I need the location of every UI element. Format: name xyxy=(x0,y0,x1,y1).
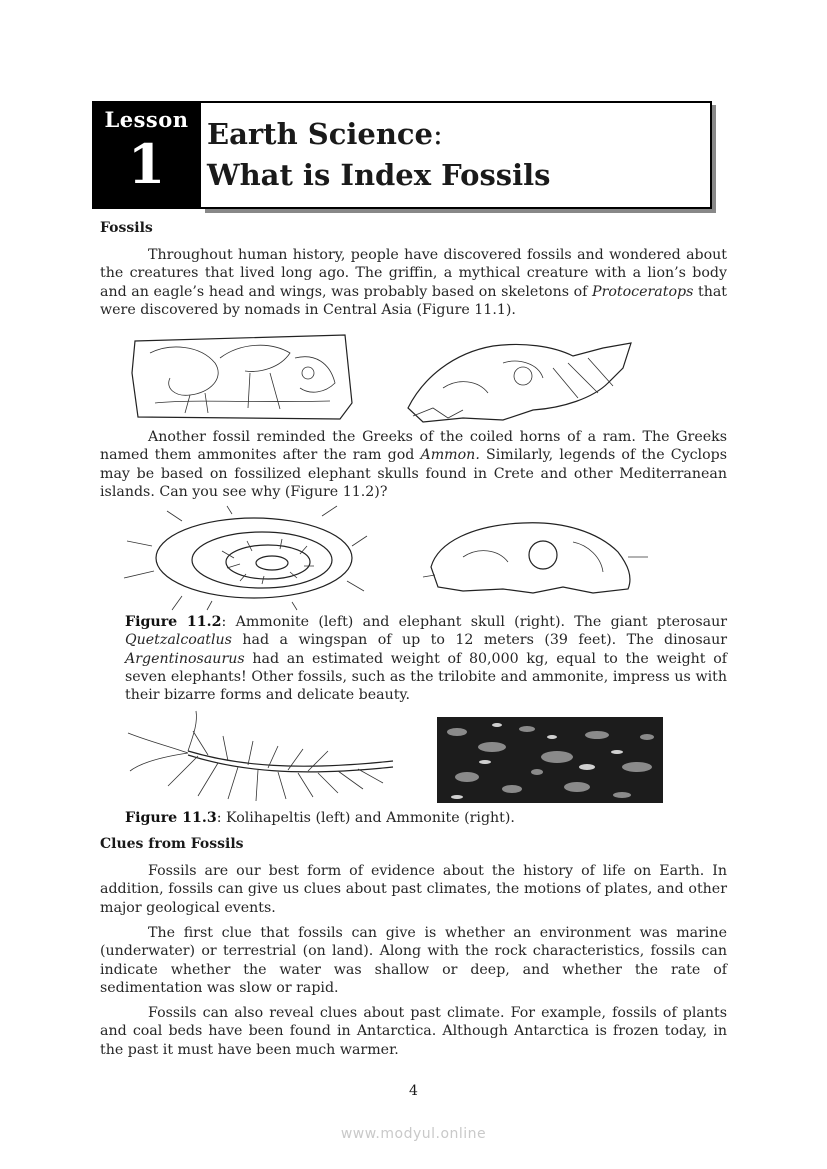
paragraph-evidence: Fossils are our best form of evidence about the history of life on Earth. In addition, fossils can give us clues about past climates, the motions of plates, and other major geological events. xyxy=(100,863,727,916)
griffin-relief-image xyxy=(130,333,355,423)
figure-11-2-caption: Figure 11.2: Ammonite (left) and elephant skull (right). The giant pterosaur Quetzalcoatlus had a wingspan of up to 12 meters (39 feet). The dinosaur Argentinosaurus had an estimated weight of 80,000 kg, equal to the weight of seven elephants! Other fossils, such as the trilobite and ammonite, impress us with their bizarre forms and delicate beauty. xyxy=(125,614,727,704)
section-heading-clues: Clues from Fossils xyxy=(100,836,244,852)
lesson-badge xyxy=(92,101,201,209)
elephant-skull-image xyxy=(423,517,648,595)
watermark: www.modyul.online xyxy=(340,1126,487,1142)
protoceratops-skull-image xyxy=(403,338,635,424)
ammonite-photo-image xyxy=(437,717,663,803)
ammonite-image xyxy=(122,506,367,610)
lesson-label: Lesson xyxy=(104,107,189,132)
paragraph-griffin: Throughout human history, people have discovered fossils and wondered about the creatures that lived long ago. The griffin, a mythical creature with a lion’s body and an eagle’s head and wings, was probably based on skeletons of Protoceratops that were discovered by nomads in Central Asia (Figure 11.1). xyxy=(100,247,727,318)
kolihapeltis-image xyxy=(128,711,403,801)
paragraph-environment: The first clue that fossils can give is whether an environment was marine (underwater) or terrestrial (on land). Along with the rock characteristics, fossils can indicate whether the water was shallow or deep, and whether the rate of sedimentation was slow or rapid. xyxy=(100,925,727,996)
page-number: 4 xyxy=(409,1083,418,1099)
paragraph-ammonites: Another fossil reminded the Greeks of the coiled horns of a ram. The Greeks named them ammonites after the ram god Ammon. Similarly, legends of the Cyclops may be based on fossilized elephant skulls found in Crete and other Mediterranean islands. Can you see why (Figure 11.2)? xyxy=(100,429,727,500)
page-title-line1: Earth Science: xyxy=(207,117,443,151)
paragraph-climate: Fossils can also reveal clues about past climate. For example, fossils of plants and coal beds have been found in Antarctica. Although Antarctica is frozen today, in the past it must have been much warmer. xyxy=(100,1005,727,1058)
title-box xyxy=(201,101,712,209)
lesson-number: 1 xyxy=(127,132,166,196)
section-heading-fossils: Fossils xyxy=(100,220,153,236)
page-title-line2: What is Index Fossils xyxy=(207,158,551,192)
figure-11-3-caption: Figure 11.3: Kolihapeltis (left) and Ammonite (right). xyxy=(125,810,515,826)
